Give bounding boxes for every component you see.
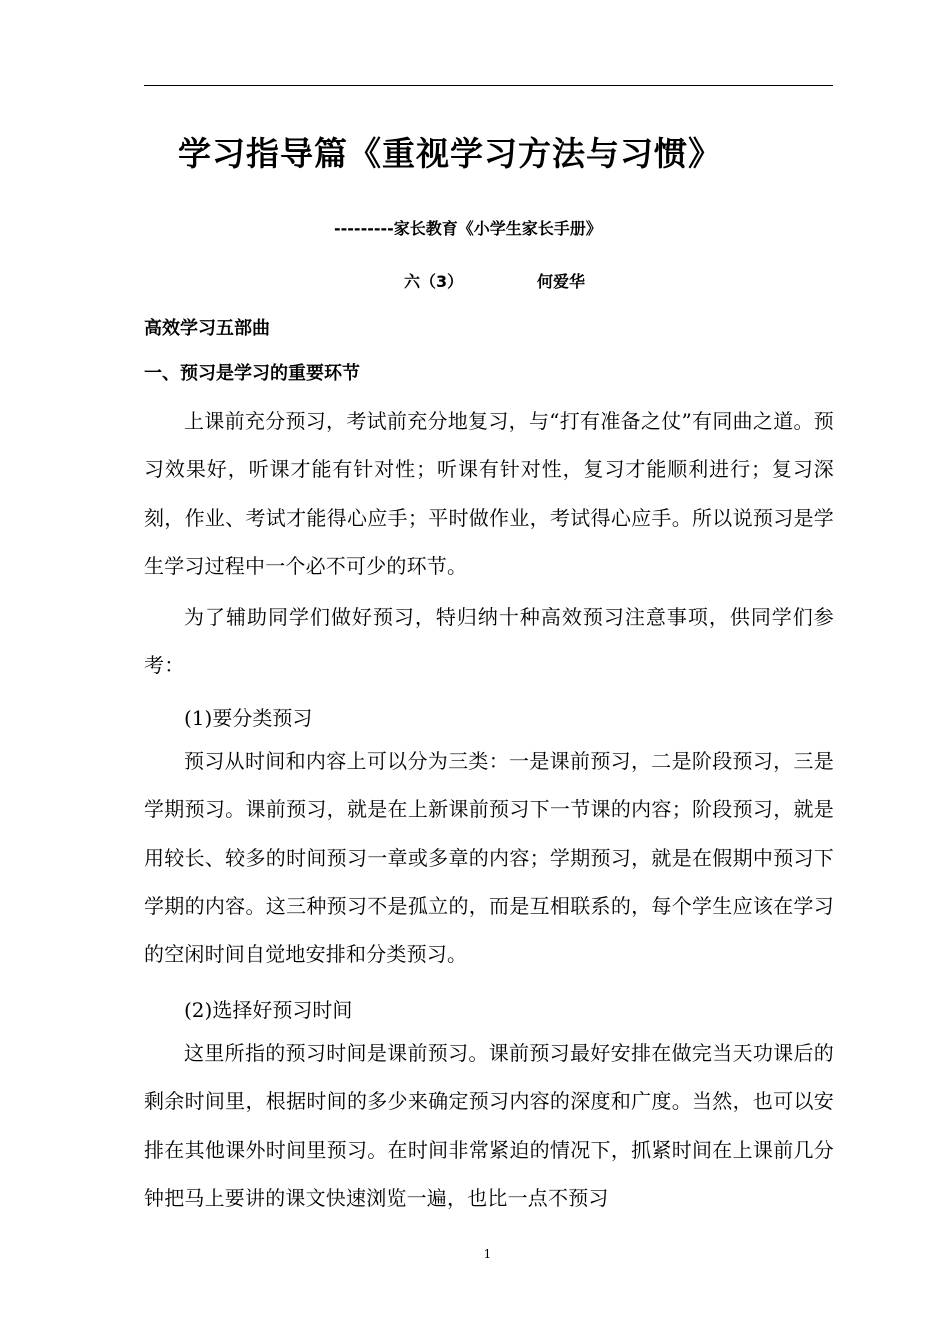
document-title: 学习指导篇《重视学习方法与习惯》: [178, 134, 722, 173]
body-paragraph: 为了辅助同学们做好预习，特归纳十种高效预习注意事项，供同学们参考：: [144, 605, 834, 678]
body-paragraph: 预习从时间和内容上可以分为三类：一是课前预习，二是阶段预习，三是学期预习。课前预习，就是在上新课前预习下一节课的内容；阶段预习，就是用较长、较多的时间预习一章或多章的内容；学期预习，就是在假期中预习下学期的内容。这三种预习不是孤立的，而是互相联系的，每个学生应该在学习的空闲时间自觉地安排和分类预习。: [144, 749, 834, 967]
section-heading: 一、预习是学习的重要环节: [144, 363, 360, 384]
document-subtitle: ---------家长教育《小学生家长手册》: [334, 219, 602, 238]
header-rule: [144, 85, 833, 86]
author-name: 何爱华: [537, 272, 586, 291]
body-paragraph: 上课前充分预习，考试前充分地复习，与“打有准备之仗”有同曲之道。预习效果好，听课才能有针对性；听课有针对性，复习才能顺利进行；复习深刻，作业、考试才能得心应手；平时做作业，考试得心应手。所以说预习是学生学习过程中一个必不可少的环节。: [144, 409, 834, 578]
sub-item-heading: (1)要分类预习: [184, 706, 313, 730]
sub-item-heading: (2)选择好预习时间: [184, 998, 353, 1022]
body-paragraph: 这里所指的预习时间是课前预习。课前预习最好安排在做完当天功课后的剩余时间里，根据时间的多少来确定预习内容的深度和广度。当然，也可以安排在其他课外时间里预习。在时间非常紧迫的情况下，抓紧时间在上课前几分钟把马上要讲的课文快速浏览一遍，也比一点不预习: [144, 1041, 834, 1210]
page-number: 1: [483, 1247, 492, 1261]
series-heading: 高效学习五部曲: [144, 318, 270, 339]
author-class: 六（3）: [404, 272, 464, 291]
